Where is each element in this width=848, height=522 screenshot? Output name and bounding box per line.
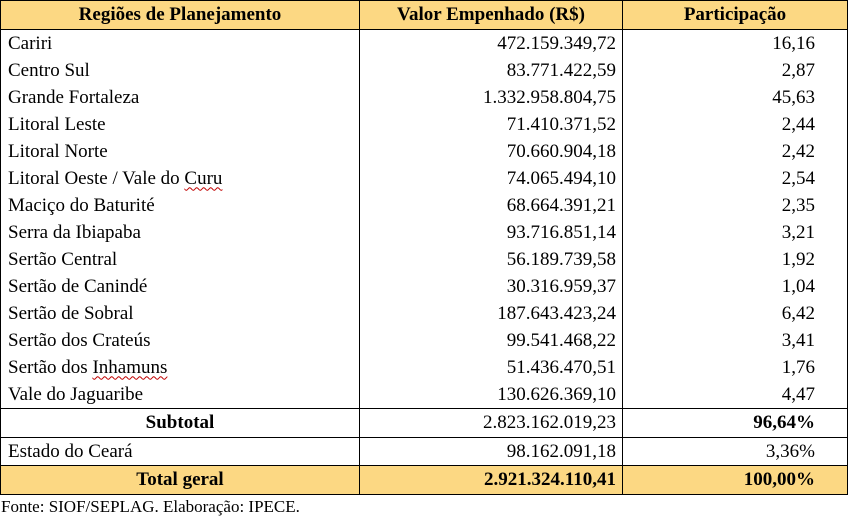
header-regions: Regiões de Planejamento bbox=[1, 1, 360, 30]
region-name: Serra da Ibiapaba bbox=[1, 219, 360, 246]
subtotal-value: 2.823.162.019,23 bbox=[360, 409, 623, 438]
region-name: Centro Sul bbox=[1, 57, 360, 84]
region-share: 16,16 bbox=[623, 30, 848, 58]
region-share: 1,76 bbox=[623, 354, 848, 381]
region-value: 187.643.423,24 bbox=[360, 300, 623, 327]
region-value: 51.436.470,51 bbox=[360, 354, 623, 381]
subtotal-row bbox=[1, 409, 848, 438]
region-name: Maciço do Baturité bbox=[1, 192, 360, 219]
total-value: 2.921.324.110,41 bbox=[360, 466, 623, 495]
region-value: 93.716.851,14 bbox=[360, 219, 623, 246]
header-share: Participação bbox=[623, 1, 848, 30]
region-value: 99.541.468,22 bbox=[360, 327, 623, 354]
table-row bbox=[1, 327, 848, 354]
region-name: Litoral Norte bbox=[1, 138, 360, 165]
subtotal-share: 96,64% bbox=[623, 409, 848, 438]
region-value: 1.332.958.804,75 bbox=[360, 84, 623, 111]
estado-row bbox=[1, 438, 848, 466]
region-share: 6,42 bbox=[623, 300, 848, 327]
region-share: 2,87 bbox=[623, 57, 848, 84]
region-share: 1,92 bbox=[623, 246, 848, 273]
table-header-row bbox=[1, 1, 848, 30]
region-value: 83.771.422,59 bbox=[360, 57, 623, 84]
region-name: Sertão de Canindé bbox=[1, 273, 360, 300]
spellcheck-flagged-word: Curu bbox=[184, 167, 223, 189]
table-row bbox=[1, 84, 848, 111]
region-share: 2,54 bbox=[623, 165, 848, 192]
spellcheck-flagged-word: Inhamuns bbox=[92, 356, 168, 378]
region-value: 472.159.349,72 bbox=[360, 30, 623, 58]
header-value: Valor Empenhado (R$) bbox=[360, 1, 623, 30]
region-share: 2,42 bbox=[623, 138, 848, 165]
table-row bbox=[1, 192, 848, 219]
table-row bbox=[1, 165, 848, 192]
region-name: Sertão de Sobral bbox=[1, 300, 360, 327]
region-value: 56.189.739,58 bbox=[360, 246, 623, 273]
region-name: Sertão dos Crateús bbox=[1, 327, 360, 354]
table-row bbox=[1, 138, 848, 165]
region-name: Grande Fortaleza bbox=[1, 84, 360, 111]
region-value: 74.065.494,10 bbox=[360, 165, 623, 192]
estado-share: 3,36% bbox=[623, 438, 848, 466]
region-value: 68.664.391,21 bbox=[360, 192, 623, 219]
region-name: Vale do Jaguaribe bbox=[1, 381, 360, 409]
table-row bbox=[1, 57, 848, 84]
region-share: 45,63 bbox=[623, 84, 848, 111]
region-value: 30.316.959,37 bbox=[360, 273, 623, 300]
table-row bbox=[1, 273, 848, 300]
region-share: 2,35 bbox=[623, 192, 848, 219]
table-row bbox=[1, 111, 848, 138]
region-value: 71.410.371,52 bbox=[360, 111, 623, 138]
region-share: 1,04 bbox=[623, 273, 848, 300]
table-row bbox=[1, 381, 848, 409]
region-name-part: Litoral Oeste / Vale do bbox=[8, 167, 185, 189]
region-name: Cariri bbox=[1, 30, 360, 58]
region-share: 4,47 bbox=[623, 381, 848, 409]
region-name bbox=[1, 165, 360, 192]
region-share: 2,44 bbox=[623, 111, 848, 138]
region-value: 70.660.904,18 bbox=[360, 138, 623, 165]
table-row bbox=[1, 300, 848, 327]
total-row bbox=[1, 466, 848, 495]
total-label: Total geral bbox=[1, 466, 360, 495]
table-row bbox=[1, 354, 848, 381]
source-note: Fonte: SIOF/SEPLAG. Elaboração: IPECE. bbox=[1, 497, 300, 516]
region-name-part: Sertão dos bbox=[8, 356, 93, 378]
table-row bbox=[1, 219, 848, 246]
region-name bbox=[1, 354, 360, 381]
table-row bbox=[1, 30, 848, 58]
region-share: 3,41 bbox=[623, 327, 848, 354]
region-share: 3,21 bbox=[623, 219, 848, 246]
estado-value: 98.162.091,18 bbox=[360, 438, 623, 466]
estado-label: Estado do Ceará bbox=[1, 438, 360, 466]
total-share: 100,00% bbox=[623, 466, 848, 495]
table-row bbox=[1, 246, 848, 273]
region-value: 130.626.369,10 bbox=[360, 381, 623, 409]
subtotal-label: Subtotal bbox=[1, 409, 360, 438]
region-name: Sertão Central bbox=[1, 246, 360, 273]
region-name: Litoral Leste bbox=[1, 111, 360, 138]
